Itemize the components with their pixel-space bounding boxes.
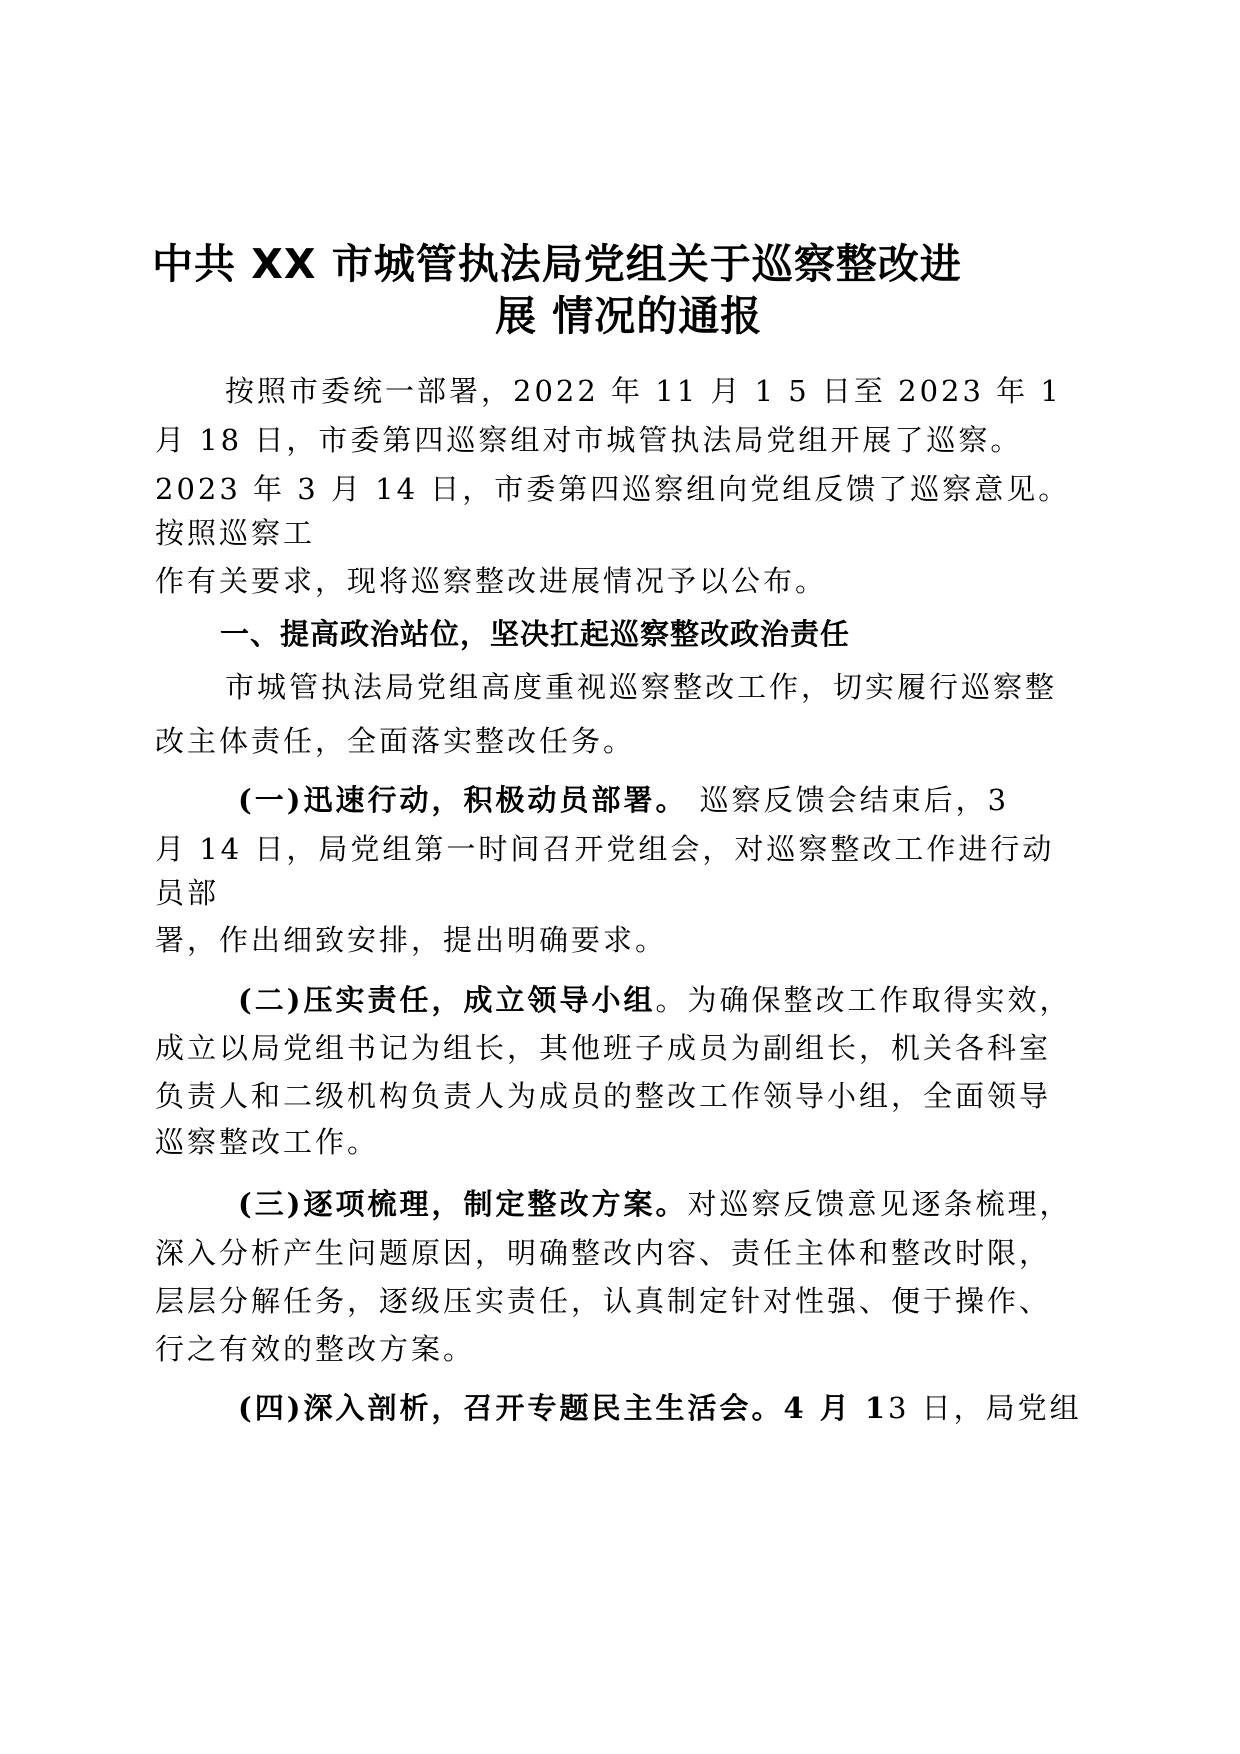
item-3-line-1 — [238, 1184, 1071, 1224]
item-2-label: (二)压实责任，成立领导小组 — [238, 983, 656, 1017]
item-4-label: (四)深入剖析，召开专题民主生活会。4 月 1 — [238, 1391, 888, 1425]
item-3-line-3: 层层分解任务，逐级压实责任，认真制定针对性强、便于操作、 — [155, 1284, 1052, 1318]
item-2-text: 。为确保整改工作取得实效， — [655, 983, 1072, 1017]
item-1-text: 巡察反馈会结束后，3 — [687, 783, 1010, 817]
intro-line-2: 月 18 日，市委第四巡察组对市城管执法局党组开展了巡察。 — [155, 423, 1023, 457]
item-3-line-2: 深入分析产生问题原因，明确整改内容、责任主体和整改时限， — [155, 1236, 1052, 1270]
item-3-line-4: 行之有效的整改方案。 — [155, 1332, 476, 1366]
item-4-line-1 — [238, 1388, 1082, 1428]
item-3-label: (三)逐项梳理，制定整改方案。 — [238, 1187, 688, 1221]
intro-line-5: 作有关要求，现将巡察整改进展情况予以公布。 — [155, 564, 828, 598]
item-2-line-3: 负责人和二级机构负责人为成员的整改工作领导小组，全面领导 — [155, 1079, 1052, 1113]
section-1-para-line-2: 改主体责任，全面落实整改任务。 — [155, 724, 636, 758]
intro-line-1: 按照市委统一部署，2022 年 11 月 1 5 日至 2023 年 1 — [225, 374, 1062, 408]
document-title-line-2: 展 情况的通报 — [495, 292, 763, 340]
item-1-label: (一)迅速行动，积极动员部署。 — [238, 783, 688, 817]
item-1-line-1 — [238, 780, 1009, 820]
item-1-line-3: 员部 — [155, 876, 220, 910]
item-2-line-2: 成立以局党组书记为组长，其他班子成员为副组长，机关各科室 — [155, 1031, 1052, 1065]
document-title-line-1: 中共 XX 市城管执法局党组关于巡察整改进 — [152, 240, 962, 288]
item-1-line-4: 署，作出细致安排，提出明确要求。 — [155, 923, 668, 957]
item-2-line-1 — [238, 980, 1071, 1020]
item-4-text: 3 日，局党组 — [888, 1391, 1082, 1425]
section-1-para-line-1: 市城管执法局党组高度重视巡察整改工作，切实履行巡察整 — [225, 670, 1058, 704]
item-3-text: 对巡察反馈意见逐条梳理， — [687, 1187, 1072, 1221]
intro-line-3: 2023 年 3 月 14 日，市委第四巡察组向党组反馈了巡察意见。 — [155, 472, 1071, 506]
intro-line-4: 按照巡察工 — [155, 516, 316, 550]
item-2-line-4: 巡察整改工作。 — [155, 1125, 380, 1159]
item-1-line-2: 月 14 日，局党组第一时间召开党组会，对巡察整改工作进行动 — [155, 832, 1055, 866]
section-1-heading: 一、提高政治站位，坚决扛起巡察整改政治责任 — [220, 617, 851, 651]
